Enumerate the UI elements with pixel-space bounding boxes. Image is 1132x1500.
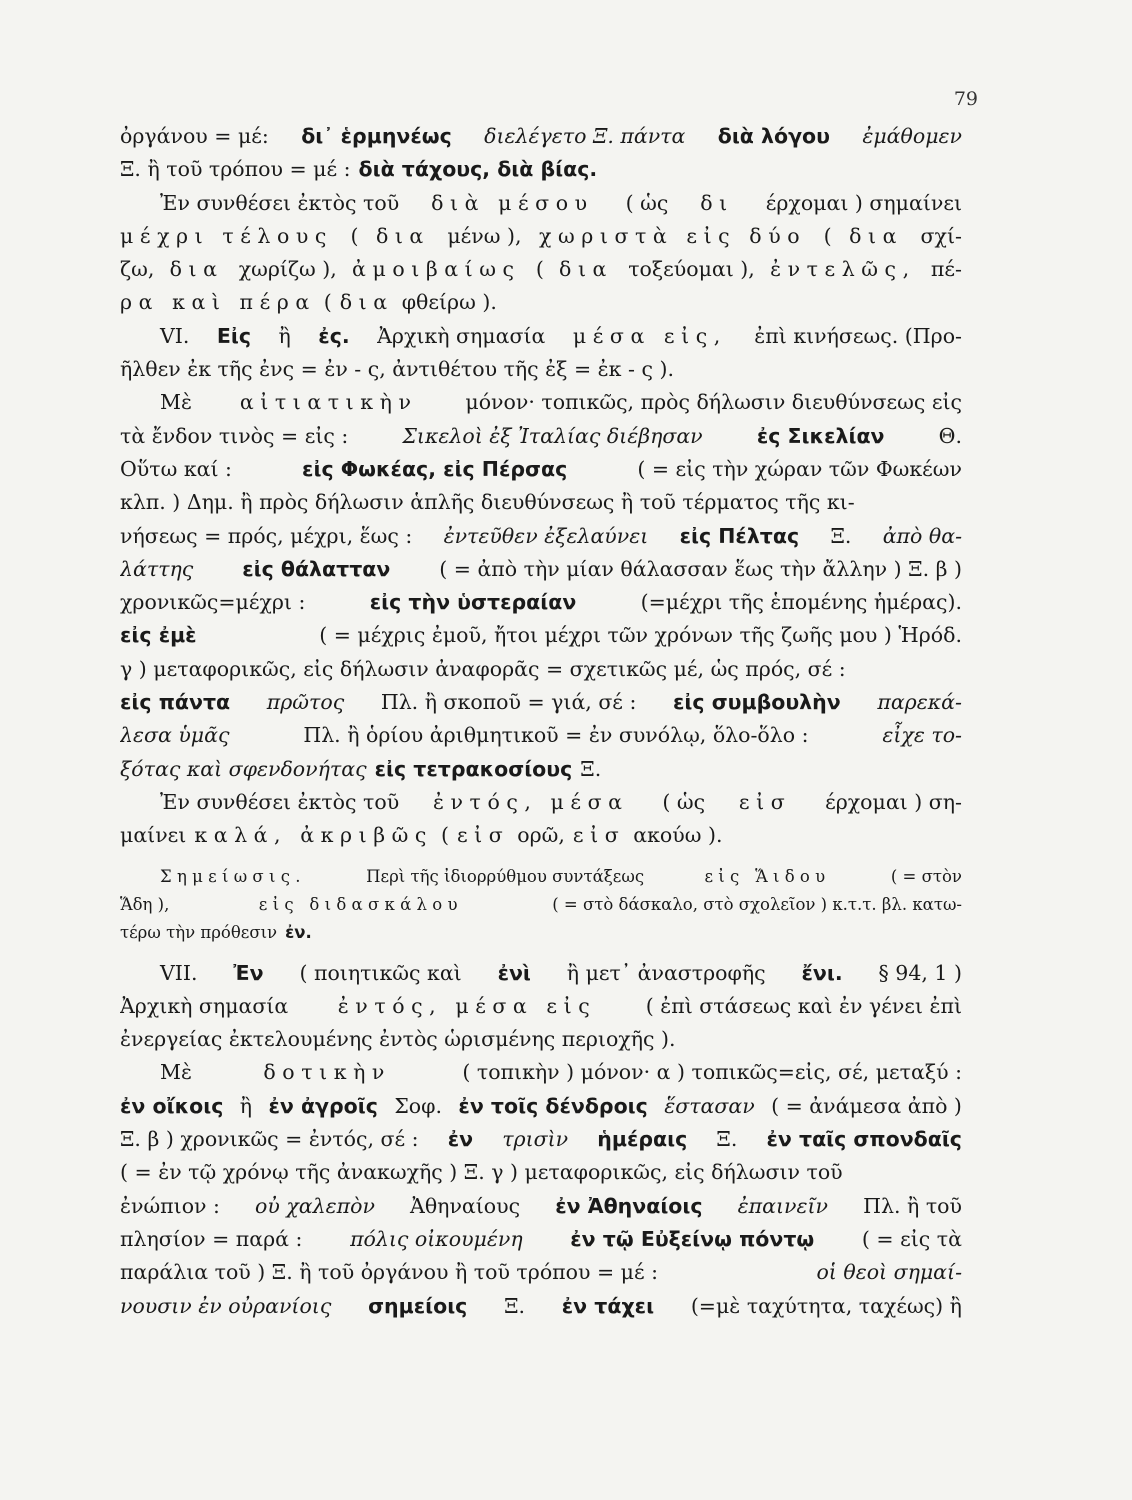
text-segment: κλπ. ) Δημ. ἢ πρὸς δήλωσιν ἁπλῆς διευθύνσεως ἢ τοῦ τέρματος τῆς κι- (120, 490, 855, 515)
text-segment: δια (849, 223, 904, 248)
text-line (120, 786, 962, 819)
text-segment: ἐνὶ (497, 960, 531, 985)
text-line (120, 919, 962, 947)
text-segment: ( = ἀπὸ τὴν μίαν θάλασσαν ἕως τὴν ἄλλην ) Ξ. β ) (439, 556, 962, 581)
text-segment: μέσα εἰς, (572, 323, 727, 348)
text-segment: εἰς θάλατταν (242, 556, 391, 581)
text-segment: Σημείωσις. (160, 866, 306, 886)
text-segment: ρα καὶ πέρα (120, 290, 316, 315)
text-segment: Μὲ (160, 390, 192, 415)
text-segment: Οὕτω καί : (120, 456, 232, 481)
text-segment: ἐντός, μέσα (432, 789, 629, 814)
text-line (120, 1090, 962, 1123)
text-segment: Ἀθηναίους (410, 1193, 521, 1218)
text-line (120, 586, 962, 619)
entry-text-continued (120, 957, 962, 1323)
text-segment: εἰς συμβουλὴν (673, 690, 841, 715)
text-segment: δια (559, 257, 613, 282)
text-segment: ἐν. (285, 922, 312, 942)
text-segment: ἐν οἴκοις (120, 1093, 224, 1118)
text-segment: ( (535, 257, 544, 282)
text-segment: ἐς. (318, 323, 350, 348)
text-segment: ἐν (447, 1127, 474, 1152)
text-segment: δι᾿ ἑρμηνέως (301, 124, 452, 148)
text-segment: διελέγετο Ξ. πάντα (484, 124, 686, 148)
text-segment: ἐντός, μέσα εἰς (337, 993, 597, 1018)
text-segment: σχί- (920, 223, 962, 248)
text-segment: ὀργάνου = μέ: (120, 124, 269, 148)
text-segment: (=μέχρι τῆς ἑπομένης ἡμέρας). (640, 590, 962, 615)
text-segment: ( ποιητικῶς καὶ (299, 960, 462, 985)
text-segment: παρεκά- (877, 690, 962, 715)
text-segment: Σικελοὶ ἐξ Ἰταλίας διέβησαν (402, 423, 703, 448)
text-line (120, 386, 962, 419)
text-segment: ( (440, 823, 449, 848)
text-segment: VI. (160, 323, 190, 348)
text-segment: δια (339, 290, 394, 315)
text-segment: Ξ. (830, 523, 852, 548)
text-segment: σημείοις (368, 1293, 468, 1318)
text-segment: πρῶτος (266, 690, 345, 715)
text-line (120, 486, 962, 519)
entry-text (120, 120, 962, 853)
text-segment: νήσεως = πρός, μέχρι, ἕως : (120, 523, 413, 548)
text-segment: ἐς Σικελίαν (756, 423, 885, 448)
text-segment: γ ) μεταφορικῶς, εἰς δήλωσιν ἀναφορᾶς = σχετικῶς μέ, ὡς πρός, σέ : (120, 656, 846, 681)
text-line (120, 286, 962, 319)
text-segment: λεσα ὑμᾶς (120, 723, 230, 748)
text-segment: μέχρι τέλους (120, 223, 333, 248)
text-line (120, 753, 962, 786)
footnote-remark (120, 863, 962, 947)
text-segment: ( = ἀνάμεσα ἀπὸ ) (771, 1093, 962, 1118)
text-segment: δοτικὴν (263, 1060, 391, 1085)
text-segment: διὰ λόγου (717, 124, 830, 148)
text-segment: πλησίον = παρά : (120, 1226, 303, 1251)
text-segment: τέρω τὴν πρόθεσιν (120, 922, 278, 942)
text-segment: Ξ. (504, 1293, 526, 1318)
text-segment: ( = μέχρις ἐμοῦ, ἤτοι μέχρι τῶν χρόνων τῆς ζωῆς μου ) Ἡρόδ. (319, 623, 962, 648)
text-segment: Ξ. (580, 756, 602, 781)
text-segment: τρισὶν (502, 1127, 569, 1152)
text-line (120, 553, 962, 586)
text-segment: τοξεύομαι ), (628, 257, 755, 282)
text-segment: ( (350, 223, 359, 248)
text-line (120, 187, 962, 220)
text-line (120, 1256, 962, 1289)
text-segment: ( ὡς (625, 190, 669, 215)
text-segment: χωριστὰ εἰς δύο (539, 223, 807, 248)
text-segment: παράλια τοῦ ) Ξ. ἢ τοῦ ὀργάνου ἢ τοῦ τρόπου = μέ : (120, 1260, 659, 1285)
text-line (120, 990, 962, 1023)
text-line (120, 453, 962, 486)
text-segment: έρχομαι ) σημαίνει (765, 190, 962, 215)
text-segment: Ἅδη ), (120, 894, 170, 914)
text-segment: ἐμάθομεν (862, 124, 962, 148)
text-segment: δι (700, 190, 734, 215)
text-line (120, 520, 962, 553)
text-segment: ἀπὸ θα- (882, 523, 962, 548)
text-segment: ( = ἐν τῷ χρόνῳ τῆς ἀνακωχῆς ) Ξ. γ ) μεταφορικῶς, εἰς δήλωσιν τοῦ (120, 1160, 843, 1185)
text-segment: ἢ (278, 323, 291, 348)
text-segment: Ἀρχικὴ σημασία (120, 993, 289, 1018)
text-segment: ( τοπικὴν ) μόνον· α ) τοπικῶς=εἰς, σέ, μεταξύ : (462, 1060, 962, 1085)
text-segment: Περὶ τῆς ἰδιορρύθμου συντάξεως (366, 866, 645, 886)
text-segment: εἶχε το- (882, 723, 962, 748)
text-segment: § 94, 1 ) (878, 960, 962, 985)
text-segment: εἰς Ἅιδου (704, 866, 831, 886)
text-segment: ( = εἰς τὰ (861, 1226, 962, 1251)
text-segment: Ξ. ἢ τοῦ τρόπου = μέ : (120, 157, 351, 182)
text-segment: χρονικῶς=μέχρι : (120, 590, 306, 615)
text-segment: ἢ (239, 1093, 253, 1118)
text-segment: νουσιν ἐν οὐρανίοις (120, 1293, 332, 1318)
text-segment: ( = στὸ δάσκαλο, στὸ σχολεῖον ) κ.τ.τ. βλ. κατω- (552, 894, 962, 914)
text-segment: εἰς διδασκάλου (258, 894, 463, 914)
text-line (120, 1190, 962, 1223)
text-segment: φθείρω ). (401, 290, 497, 315)
text-segment: ( ὡς (662, 789, 706, 814)
text-segment: ἐν ταῖς σπονδαῖς (766, 1127, 962, 1152)
text-segment: μένω ), (447, 223, 522, 248)
text-line (120, 420, 962, 453)
text-segment: Εἰς (216, 323, 252, 348)
text-segment: Πλ. ἢ τοῦ (863, 1193, 962, 1218)
text-segment: ξότας καὶ σφενδονήτας (120, 756, 367, 781)
text-line (120, 253, 962, 286)
text-segment: ἡμέραις (597, 1127, 688, 1152)
document-body (120, 120, 962, 1323)
text-segment: ( ἐπὶ στάσεως καὶ ἐν γένει ἐπὶ (645, 993, 962, 1018)
text-line (120, 1023, 962, 1056)
text-segment: αἰτιατικὴν (239, 390, 418, 415)
text-segment: Πλ. ἢ ὁρίου ἀριθμητικοῦ = ἐν συνόλῳ, ὅλο-ὅλο : (303, 723, 809, 748)
text-line (120, 819, 962, 852)
text-segment: ζω, (120, 257, 155, 282)
text-segment: ἢ μετ᾿ ἀναστροφῆς (566, 960, 766, 985)
text-line (120, 891, 962, 919)
text-segment: Θ. (938, 423, 962, 448)
text-line (120, 719, 962, 752)
text-segment: εἰσ (738, 789, 792, 814)
text-segment: πόλις οἰκουμένη (350, 1226, 523, 1251)
text-segment: λάττης (120, 556, 194, 581)
text-segment: ἐν ἀγροῖς (268, 1093, 378, 1118)
text-segment: καλά, ἀκριβῶς (194, 823, 433, 848)
text-segment: οὐ χαλεπὸν (255, 1193, 375, 1218)
text-line (120, 120, 962, 153)
text-line (120, 153, 962, 186)
text-line (120, 653, 962, 686)
text-line (120, 863, 962, 891)
text-segment: ορῶ, (517, 823, 565, 848)
text-segment: Μὲ (160, 1060, 192, 1085)
text-segment: ( (323, 290, 332, 315)
text-segment: εἰς τετρακοσίους (374, 756, 573, 781)
text-segment: VII. (160, 960, 198, 985)
text-segment: Ξ. β ) χρονικῶς = ἐντός, σέ : (120, 1127, 419, 1152)
text-line (120, 1290, 962, 1323)
text-segment: εἰς ἐμὲ (120, 623, 197, 648)
text-segment: μόνον· τοπικῶς, πρὸς δήλωσιν διευθύνσεως εἰς (465, 390, 962, 415)
text-segment: μαίνει (120, 823, 187, 848)
text-segment: ἀμοιβαίως (352, 257, 521, 282)
text-segment: ῆλθεν ἐκ τῆς ἐνς = ἐν - ς, ἀντιθέτου τῆς ἐξ = ἐκ - ς ). (120, 357, 674, 382)
text-segment: ἐν τάχει (561, 1293, 655, 1318)
text-segment: εἰς Φωκέας, εἰς Πέρσας (302, 456, 568, 481)
text-segment: Σοφ. (394, 1093, 443, 1118)
text-line (120, 686, 962, 719)
text-segment: ἐνεργείας ἐκτελουμένης ἐντὸς ὡρισμένης περιοχῆς ). (120, 1027, 676, 1052)
text-segment: χωρίζω ), (238, 257, 337, 282)
text-line (120, 957, 962, 990)
text-segment: Ἐν συνθέσει ἐκτὸς τοῦ (160, 789, 400, 814)
text-segment: (=μὲ ταχύτητα, ταχέως) ἢ (690, 1293, 962, 1318)
text-segment: διὰ τάχους, διὰ βίας. (358, 157, 598, 182)
text-line (120, 1056, 962, 1089)
text-segment: εἰς τὴν ὑστεραίαν (369, 590, 577, 615)
text-segment: ἐν Ἀθηναίοις (555, 1193, 703, 1218)
text-segment: ἐντελῶς, (770, 257, 916, 282)
text-segment: εἰς πάντα (120, 690, 231, 715)
text-line (120, 320, 962, 353)
text-line (120, 353, 962, 386)
text-segment: ἐν τῷ Εὐξείνῳ πόντῳ (570, 1226, 815, 1251)
text-segment: έρχομαι ) ση- (825, 789, 962, 814)
text-segment: ( = εἰς τὴν χώραν τῶν Φωκέων (637, 456, 962, 481)
text-segment: ἐντεῦθεν ἐξελαύνει (443, 523, 649, 548)
text-line (120, 220, 962, 253)
text-segment: Ἐν συνθέσει ἐκτὸς τοῦ (160, 190, 400, 215)
text-line (120, 1223, 962, 1256)
page-number: 79 (953, 88, 978, 110)
text-line (120, 1123, 962, 1156)
text-segment: εἰσ (572, 823, 626, 848)
text-segment: ἐνώπιον : (120, 1193, 220, 1218)
text-line (120, 619, 962, 652)
text-segment: ἐπὶ κινήσεως. (Προ- (754, 323, 962, 348)
text-segment: εἰς Πέλτας (679, 523, 800, 548)
text-segment: ( (823, 223, 832, 248)
text-segment: εἰσ (456, 823, 510, 848)
text-segment: διὰ μέσου (431, 190, 594, 215)
text-line (120, 1156, 962, 1189)
text-segment: ἐν τοῖς δένδροις (458, 1093, 648, 1118)
text-segment: ακούω ). (633, 823, 723, 848)
text-segment: Πλ. ἢ σκοποῦ = γιά, σέ : (380, 690, 637, 715)
text-segment: ( = στὸν (890, 866, 962, 886)
text-segment: ἔνι. (801, 960, 843, 985)
text-segment: Ἐν (233, 960, 264, 985)
text-segment: δια (169, 257, 224, 282)
text-segment: τὰ ἔνδον τινὸς = εἰς : (120, 423, 349, 448)
text-segment: πέ- (930, 257, 962, 282)
text-segment: ἕστασαν (664, 1093, 755, 1118)
text-segment: οἱ θεοὶ σημαί- (816, 1260, 962, 1285)
text-segment: δια (375, 223, 430, 248)
text-segment: ἐπαινεῖν (737, 1193, 828, 1218)
text-segment: Ξ. (716, 1127, 738, 1152)
text-segment: Ἀρχικὴ σημασία (377, 323, 546, 348)
